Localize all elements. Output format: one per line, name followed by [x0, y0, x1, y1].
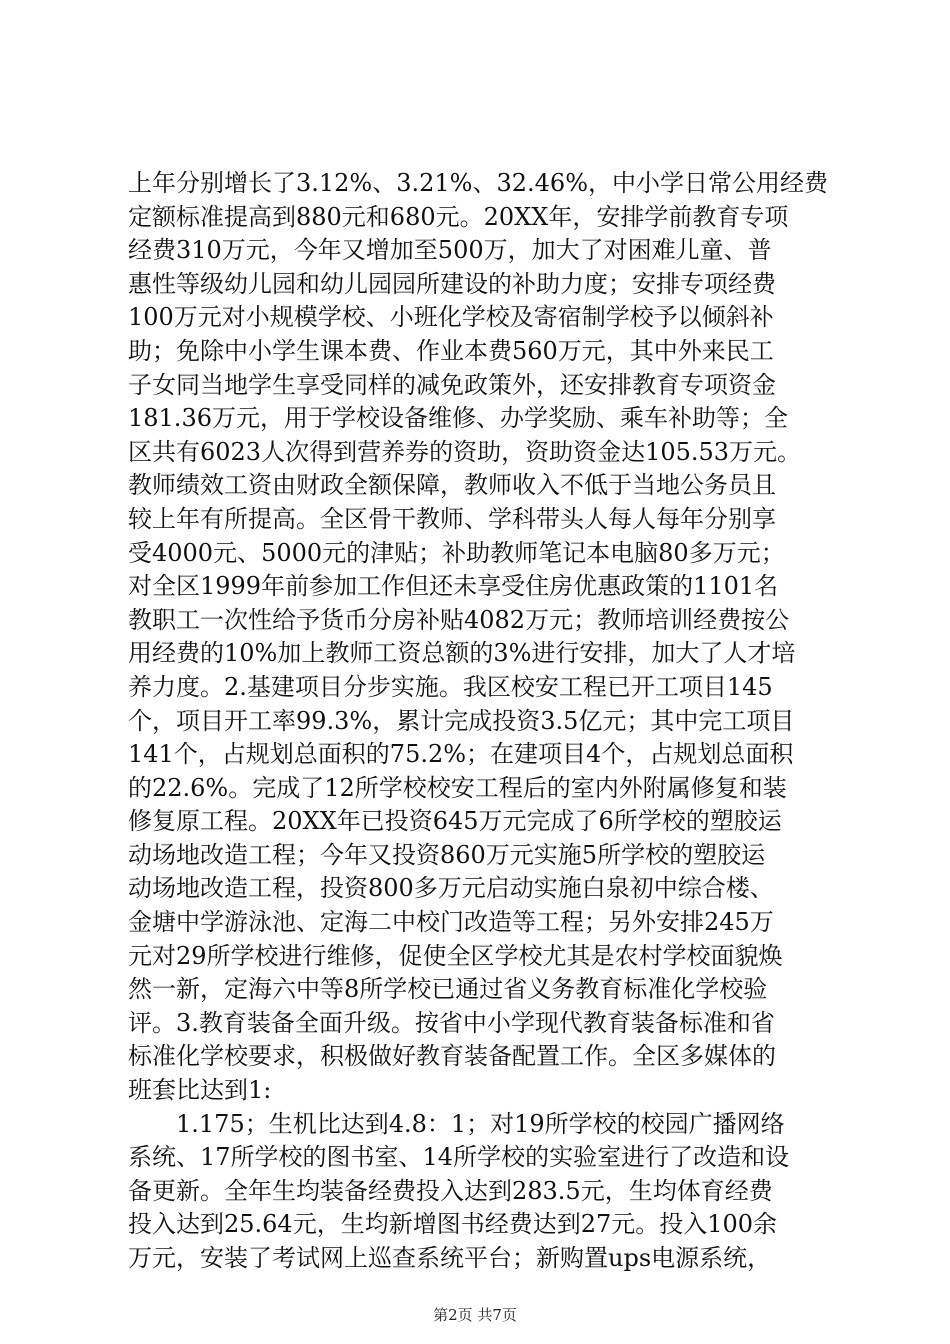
text-line: 的22.6%。完成了12所学校校安工程后的室内外附属修复和装: [128, 773, 787, 802]
text-line: 对全区1999年前参加工作但还未享受住房优惠政策的1101名: [128, 572, 779, 601]
text-line: 定额标准提高到880元和680元。20XX年，安排学前教育专项: [128, 202, 789, 231]
text-line: 动场地改造工程，投资800多万元启动实施白泉初中综合楼、: [128, 874, 774, 903]
text-line: 养力度。2.基建项目分步实施。我区校安工程已开工项目145: [128, 672, 773, 701]
text-line: 100万元对小规模学校、小班化学校及寄宿制学校予以倾斜补: [128, 303, 774, 332]
text-line: 标准化学校要求，积极做好教育装备配置工作。全区多媒体的: [128, 1042, 776, 1071]
text-line: 较上年有所提高。全区骨干教师、学科带头人每人每年分别享: [128, 504, 776, 533]
text-line-indented: 1.175；生机比达到4.8：1；对19所学校的校园广播网络: [176, 1109, 785, 1138]
document-body: [128, 167, 828, 1276]
text-line: 用经费的10%加上教师工资总额的3%进行安排，加大了人才培: [128, 639, 796, 668]
text-line: 子女同当地学生享受同样的减免政策外，还安排教育专项资金: [128, 370, 776, 399]
text-line: 教师绩效工资由财政全额保障，教师收入不低于当地公务员且: [128, 471, 776, 500]
text-line: 上年分别增长了3.12%、3.21%、32.46%，中小学日常公用经费: [128, 169, 828, 197]
text-line: 班套比达到1:: [128, 1076, 272, 1105]
text-line: 181.36万元，用于学校设备维修、办学奖励、乘车补助等；全: [128, 404, 788, 433]
text-line: 系统、17所学校的图书室、14所学校的实验室进行了改造和设: [128, 1143, 790, 1172]
text-line: 惠性等级幼儿园和幼儿园园所建设的补助力度；安排专项经费: [128, 269, 776, 298]
text-line: 个，项目开工率99.3%，累计完成投资3.5亿元；其中完工项目: [128, 706, 795, 735]
text-line: 141个，占规划总面积的75.2%；在建项目4个，占规划总面积: [128, 740, 794, 769]
text-line: 评。3.教育装备全面升级。按省中小学现代教育装备标准和省: [128, 1008, 775, 1037]
text-line: 受4000元、5000元的津贴；补助教师笔记本电脑80多万元；: [128, 538, 785, 567]
text-line: 经费310万元，今年又增加至500万，加大了对困难儿童、普: [128, 236, 772, 265]
page-number-label: 第2页 共7页: [433, 1306, 517, 1324]
text-line: 万元，安装了考试网上巡查系统平台；新购置ups电源系统，: [128, 1244, 772, 1272]
text-line: 然一新，定海六中等8所学校已通过省义务教育标准化学校验: [128, 975, 768, 1004]
text-line: 金塘中学游泳池、定海二中校门改造等工程；另外安排245万: [128, 908, 774, 937]
text-line: 教职工一次性给予货币分房补贴4082万元；教师培训经费按公: [128, 605, 790, 634]
text-line: 助；免除中小学生课本费、作业本费560万元，其中外来民工: [128, 336, 774, 365]
text-line: 区共有6023人次得到营养券的资助，资助资金达105.53万元。: [128, 437, 802, 466]
text-line: 修复原工程。20XX年已投资645万元完成了6所学校的塑胶运: [128, 807, 782, 836]
text-line: 动场地改造工程；今年又投资860万元实施5所学校的塑胶运: [128, 840, 766, 869]
text-line: 投入达到25.64元，生均新增图书经费达到27元。投入100余: [128, 1210, 778, 1239]
text-line: 元对29所学校进行维修，促使全区学校尤其是农村学校面貌焕: [128, 941, 783, 970]
text-line: 备更新。全年生均装备经费投入达到283.5元，生均体育经费: [128, 1176, 773, 1205]
page-footer: [0, 1306, 950, 1324]
